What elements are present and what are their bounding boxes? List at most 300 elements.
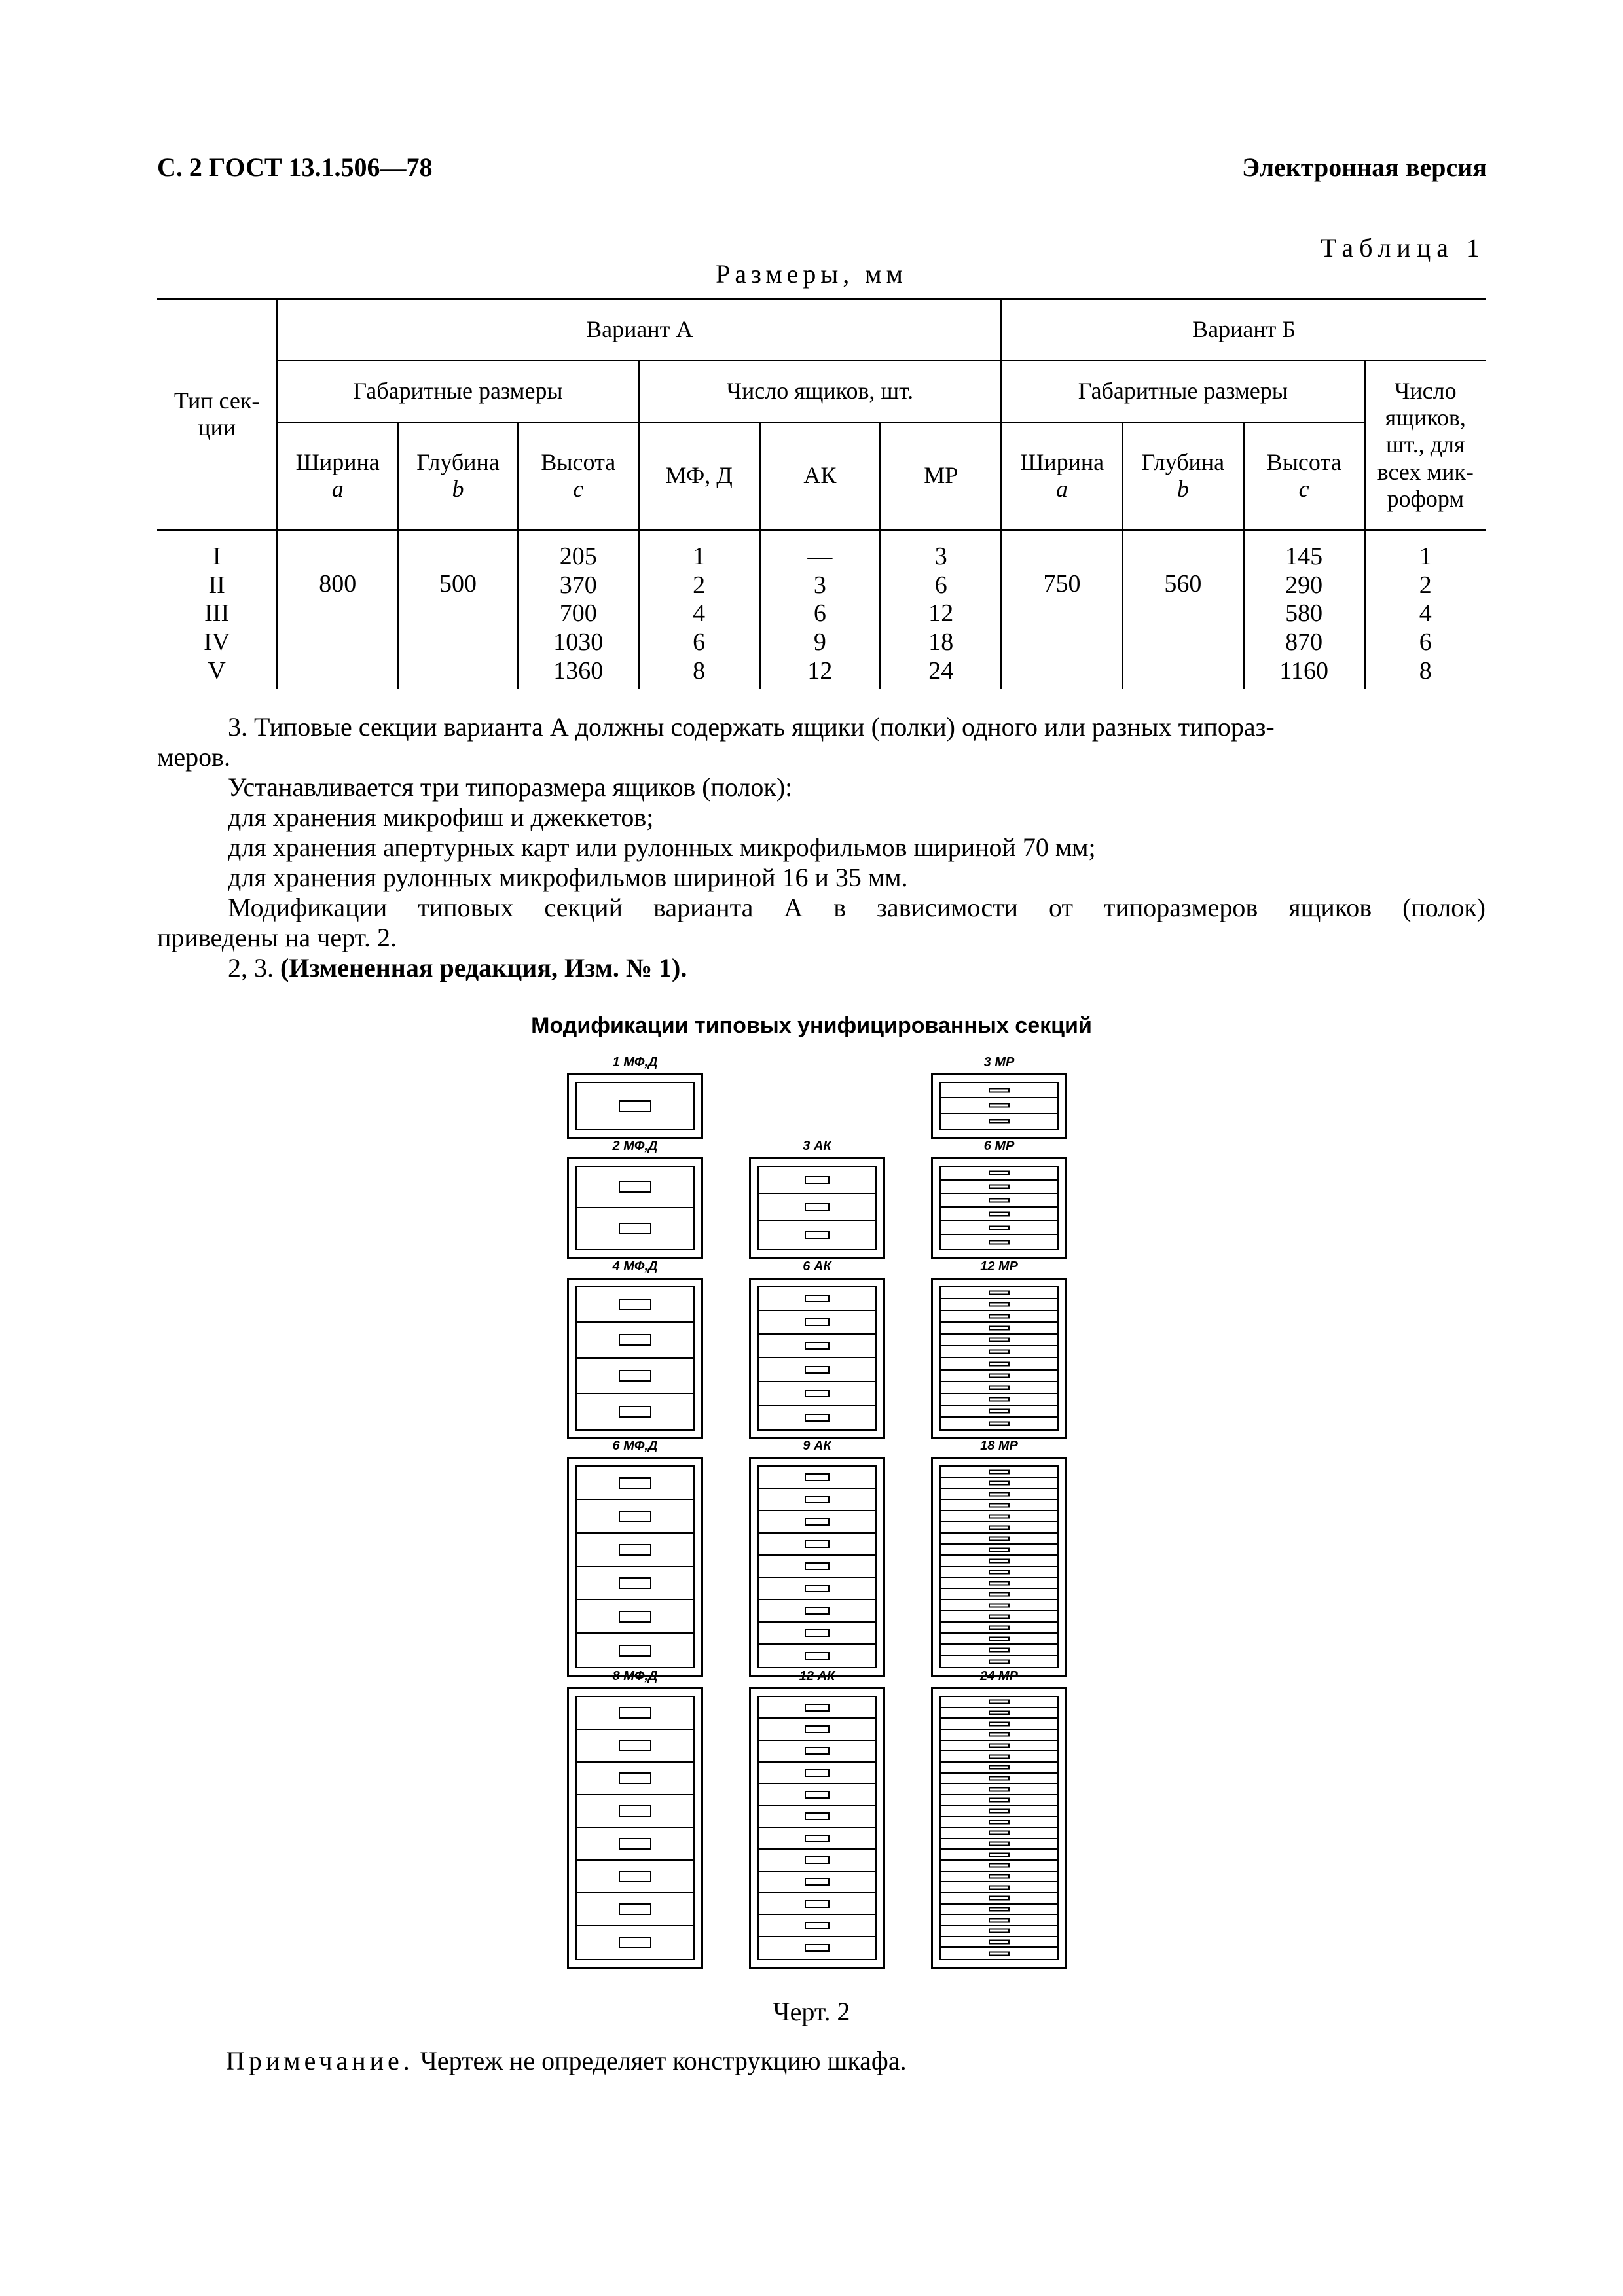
cabinet-label-mr6: 6 МР xyxy=(983,1139,1015,1153)
cabinet-ak12 xyxy=(749,1687,885,1969)
drawer xyxy=(577,1795,693,1828)
note: Примечание. Чертеж не определяет конструкцию шкафа. xyxy=(226,2046,907,2075)
a-width-cell: 800 xyxy=(278,530,398,690)
drawer-handle-icon xyxy=(805,1496,830,1503)
drawer xyxy=(941,1893,1057,1905)
drawer-handle-icon xyxy=(805,1518,830,1526)
drawer xyxy=(941,1905,1057,1916)
drawer-handle-icon xyxy=(989,1907,1010,1911)
drawer-handle-icon xyxy=(989,1240,1010,1244)
drawer-handle-icon xyxy=(805,1585,830,1592)
drawer xyxy=(759,1382,875,1406)
drawer xyxy=(941,1926,1057,1937)
drawer-handle-icon xyxy=(989,1918,1010,1922)
drawer-handle-icon xyxy=(989,1291,1010,1295)
b-height-header: Высота c xyxy=(1243,422,1364,530)
drawer xyxy=(941,1556,1057,1567)
drawer xyxy=(759,1287,875,1311)
drawer xyxy=(759,1467,875,1489)
drawer-handle-icon xyxy=(989,1570,1010,1574)
drawer-handle-icon xyxy=(619,1903,651,1915)
drawer-handle-icon xyxy=(989,1831,1010,1835)
drawer xyxy=(577,1730,693,1763)
drawer xyxy=(941,1708,1057,1719)
drawer-handle-icon xyxy=(805,1652,830,1660)
cabinet-frame xyxy=(939,1166,1059,1250)
drawer-handle-icon xyxy=(619,1370,651,1382)
drawer xyxy=(577,1467,693,1500)
drawer-handle-icon xyxy=(989,1119,1010,1124)
drawer-handle-icon xyxy=(989,1721,1010,1726)
cabinet-mf6 xyxy=(567,1457,703,1677)
drawer xyxy=(941,1311,1057,1323)
drawer-handle-icon xyxy=(805,1835,830,1842)
paragraph-size-3: для хранения рулонных микрофильмов шириной 16 и 35 мм. xyxy=(228,863,908,892)
drawer xyxy=(759,1556,875,1578)
a-height-header: Высота c xyxy=(518,422,638,530)
drawer-handle-icon xyxy=(989,1492,1010,1496)
drawer xyxy=(941,1774,1057,1785)
figure-caption: Черт. 2 xyxy=(773,1997,850,2026)
drawer xyxy=(941,1346,1057,1358)
drawer-handle-icon xyxy=(989,1787,1010,1791)
drawer-handle-icon xyxy=(989,1732,1010,1737)
drawer-handle-icon xyxy=(619,1937,651,1948)
drawer-handle-icon xyxy=(805,1725,830,1733)
cabinet-label-mr24: 24 МР xyxy=(980,1669,1018,1683)
drawer-handle-icon xyxy=(989,1408,1010,1413)
drawer-handle-icon xyxy=(619,1871,651,1882)
drawer xyxy=(941,1382,1057,1394)
drawer xyxy=(759,1194,875,1222)
b-count-header: Число ящиков, шт., для всех мик- роформ xyxy=(1364,361,1486,530)
drawer xyxy=(941,1083,1057,1098)
cabinet-label-mf4: 4 МФ,Д xyxy=(612,1259,658,1274)
drawer xyxy=(941,1719,1057,1730)
drawer-handle-icon xyxy=(989,1103,1010,1107)
drawer-handle-icon xyxy=(989,1710,1010,1715)
cabinet-label-ak9: 9 АК xyxy=(803,1439,831,1453)
drawer-handle-icon xyxy=(619,1707,651,1719)
drawer-handle-icon xyxy=(989,1326,1010,1331)
drawer xyxy=(941,1511,1057,1522)
cabinet-frame xyxy=(575,1082,695,1130)
paragraph-3: 3. Типовые секции варианта А должны содержать ящики (полки) одного или разных типораз- xyxy=(228,712,1275,742)
drawer xyxy=(941,1763,1057,1774)
drawer xyxy=(759,1623,875,1645)
drawer-handle-icon xyxy=(989,1185,1010,1189)
cabinet-label-ak12: 12 АК xyxy=(799,1669,835,1683)
drawer xyxy=(941,1589,1057,1600)
drawer-handle-icon xyxy=(989,1603,1010,1607)
paragraph-sizes: Устанавливается три типоразмера ящиков (полок): xyxy=(228,772,793,802)
drawer xyxy=(759,1806,875,1828)
drawer xyxy=(759,1828,875,1850)
drawer xyxy=(941,1394,1057,1406)
drawer xyxy=(941,1194,1057,1208)
drawer-handle-icon xyxy=(619,1740,651,1751)
drawer xyxy=(941,1795,1057,1806)
paragraph-size-1: для хранения микрофиш и джеккетов; xyxy=(228,802,654,832)
drawer-handle-icon xyxy=(805,1176,830,1184)
drawer-handle-icon xyxy=(989,1885,1010,1890)
drawer xyxy=(577,1600,693,1634)
drawer xyxy=(941,1567,1057,1578)
drawer-handle-icon xyxy=(989,1754,1010,1759)
paragraph-3-cont: меров. xyxy=(157,742,230,772)
drawer-handle-icon xyxy=(619,1805,651,1817)
b-width-cell: 750 xyxy=(1002,530,1123,690)
cabinet-label-mr3: 3 МР xyxy=(983,1055,1015,1069)
cabinet-frame xyxy=(575,1696,695,1960)
drawer-handle-icon xyxy=(805,1473,830,1481)
drawer xyxy=(759,1937,875,1959)
drawer-handle-icon xyxy=(989,1820,1010,1824)
drawer-handle-icon xyxy=(989,1659,1010,1664)
drawer-handle-icon xyxy=(989,1939,1010,1944)
drawer-handle-icon xyxy=(805,1318,830,1326)
cabinet-mf1 xyxy=(567,1073,703,1139)
cabinet-frame xyxy=(757,1286,877,1431)
drawer xyxy=(577,1893,693,1926)
a-depth-header: Глубина b xyxy=(398,422,519,530)
paragraph-mods: Модификации типовых секций варианта А в зависимости от типоразмеров ящиков (полок) xyxy=(228,893,1486,922)
drawer xyxy=(941,1948,1057,1959)
mr-header: МР xyxy=(881,422,1002,530)
drawer-handle-icon xyxy=(989,1798,1010,1803)
cabinet-frame xyxy=(757,1166,877,1250)
drawer-handle-icon xyxy=(805,1856,830,1864)
drawer xyxy=(941,1489,1057,1500)
drawer xyxy=(941,1817,1057,1828)
drawer xyxy=(759,1915,875,1937)
drawer-handle-icon xyxy=(989,1225,1010,1230)
drawer-handle-icon xyxy=(989,1700,1010,1704)
ak-cell: — 3 6 9 12 xyxy=(759,530,881,690)
drawer-handle-icon xyxy=(805,1562,830,1570)
drawer xyxy=(941,1500,1057,1511)
drawer-handle-icon xyxy=(989,1338,1010,1342)
drawer xyxy=(941,1915,1057,1926)
drawer-handle-icon xyxy=(805,1342,830,1350)
drawer-handle-icon xyxy=(989,1863,1010,1868)
drawer-handle-icon xyxy=(805,1231,830,1239)
drawer-handle-icon xyxy=(619,1645,651,1657)
drawer-handle-icon xyxy=(805,1366,830,1374)
cabinet-ak3 xyxy=(749,1157,885,1259)
cabinet-label-mr18: 18 МР xyxy=(980,1439,1018,1453)
drawer xyxy=(941,1235,1057,1249)
drawer xyxy=(941,1287,1057,1299)
drawer-handle-icon xyxy=(805,1295,830,1302)
drawer-handle-icon xyxy=(989,1302,1010,1307)
cabinet-mr12 xyxy=(931,1278,1067,1439)
a-dims-header: Габаритные размеры xyxy=(278,361,638,422)
drawer-handle-icon xyxy=(989,1614,1010,1619)
drawer xyxy=(941,1656,1057,1667)
drawer xyxy=(941,1335,1057,1346)
mf-cell: 1 2 4 6 8 xyxy=(638,530,759,690)
drawer-handle-icon xyxy=(989,1625,1010,1630)
a-width-header: Ширина a xyxy=(278,422,398,530)
a-height-cell: 205 370 700 1030 1360 xyxy=(518,530,638,690)
b-depth-header: Глубина b xyxy=(1122,422,1243,530)
drawer-handle-icon xyxy=(989,1480,1010,1485)
page-header-left: С. 2 ГОСТ 13.1.506—78 xyxy=(157,152,433,182)
drawer-handle-icon xyxy=(989,1765,1010,1770)
drawer-handle-icon xyxy=(989,1525,1010,1530)
variant-a-header: Вариант А xyxy=(278,299,1002,361)
cabinet-label-ak6: 6 АК xyxy=(803,1259,831,1274)
drawer-handle-icon xyxy=(619,1511,651,1522)
drawer xyxy=(941,1730,1057,1741)
drawer xyxy=(941,1578,1057,1589)
drawer xyxy=(941,1751,1057,1763)
drawer-handle-icon xyxy=(989,1852,1010,1857)
cabinet-mr24 xyxy=(931,1687,1067,1969)
drawer-handle-icon xyxy=(989,1171,1010,1175)
cabinet-mf8 xyxy=(567,1687,703,1969)
b-width-header: Ширина a xyxy=(1002,422,1123,530)
type-cell: I II III IV V xyxy=(204,543,230,685)
drawer xyxy=(941,1634,1057,1645)
drawer-handle-icon xyxy=(805,1414,830,1422)
drawer-handle-icon xyxy=(989,1088,1010,1092)
drawer-handle-icon xyxy=(619,1544,651,1556)
drawer-handle-icon xyxy=(989,1361,1010,1366)
drawer-handle-icon xyxy=(989,1951,1010,1956)
drawer xyxy=(577,1567,693,1600)
table-caption: Таблица 1 xyxy=(1320,233,1486,262)
cabinet-mr18 xyxy=(931,1457,1067,1677)
a-depth-cell: 500 xyxy=(398,530,519,690)
drawer xyxy=(577,1861,693,1893)
drawer xyxy=(759,1719,875,1740)
drawer-handle-icon xyxy=(805,1878,830,1886)
drawer-handle-icon xyxy=(989,1373,1010,1378)
dimensions-table xyxy=(157,298,1486,689)
drawer xyxy=(759,1359,875,1382)
drawer-handle-icon xyxy=(989,1211,1010,1216)
drawer-handle-icon xyxy=(619,1334,651,1346)
drawer-handle-icon xyxy=(989,1874,1010,1878)
drawer-handle-icon xyxy=(805,1203,830,1211)
drawer xyxy=(759,1872,875,1893)
cabinet-frame xyxy=(575,1465,695,1668)
drawer xyxy=(941,1167,1057,1181)
drawer xyxy=(941,1623,1057,1634)
drawer-handle-icon xyxy=(989,1469,1010,1474)
cabinet-frame xyxy=(757,1465,877,1668)
mr-cell: 3 6 12 18 24 xyxy=(881,530,1002,690)
cabinet-frame xyxy=(939,1286,1059,1431)
paragraph-size-2: для хранения апертурных карт или рулонных микрофильмов шириной 70 мм; xyxy=(228,833,1096,862)
drawer-handle-icon xyxy=(805,1607,830,1615)
drawer-handle-icon xyxy=(619,1772,651,1784)
drawer xyxy=(759,1697,875,1719)
drawer-handle-icon xyxy=(805,1540,830,1548)
drawer-handle-icon xyxy=(619,1611,651,1623)
drawer-handle-icon xyxy=(619,1477,651,1489)
drawer xyxy=(941,1467,1057,1478)
cabinet-frame xyxy=(575,1286,695,1431)
cabinet-frame xyxy=(575,1166,695,1250)
drawer xyxy=(759,1167,875,1194)
drawer xyxy=(941,1806,1057,1818)
drawer xyxy=(941,1741,1057,1752)
mf-header: МФ, Д xyxy=(638,422,759,530)
drawer xyxy=(941,1371,1057,1382)
cabinet-label-mf6: 6 МФ,Д xyxy=(612,1439,658,1453)
drawer xyxy=(941,1545,1057,1556)
drawer xyxy=(941,1181,1057,1194)
drawer xyxy=(759,1511,875,1534)
drawer xyxy=(941,1323,1057,1335)
ak-header: АК xyxy=(759,422,881,530)
drawer-handle-icon xyxy=(805,1747,830,1755)
drawer xyxy=(759,1893,875,1915)
drawer xyxy=(577,1763,693,1795)
drawer-handle-icon xyxy=(805,1390,830,1397)
drawer-handle-icon xyxy=(989,1421,1010,1426)
drawer xyxy=(941,1208,1057,1222)
drawer xyxy=(577,1926,693,1959)
drawer xyxy=(577,1500,693,1534)
cabinet-mr6 xyxy=(931,1157,1067,1259)
drawer-handle-icon xyxy=(619,1181,651,1193)
drawer-handle-icon xyxy=(619,1577,651,1589)
drawer xyxy=(759,1645,875,1667)
drawer xyxy=(941,1611,1057,1623)
cabinet-mf2 xyxy=(567,1157,703,1259)
drawer-handle-icon xyxy=(989,1808,1010,1813)
drawer xyxy=(759,1741,875,1763)
drawer xyxy=(941,1418,1057,1429)
drawer xyxy=(941,1114,1057,1129)
cabinet-frame xyxy=(939,1082,1059,1130)
drawer xyxy=(941,1937,1057,1948)
drawer xyxy=(577,1394,693,1429)
drawer-handle-icon xyxy=(619,1406,651,1418)
drawer xyxy=(941,1882,1057,1893)
cabinet-label-mf2: 2 МФ,Д xyxy=(612,1139,658,1153)
drawer xyxy=(759,1406,875,1429)
drawer-handle-icon xyxy=(989,1385,1010,1390)
drawer-handle-icon xyxy=(989,1896,1010,1901)
drawer xyxy=(577,1828,693,1861)
drawer-handle-icon xyxy=(989,1514,1010,1518)
drawer-handle-icon xyxy=(619,1299,651,1310)
drawer-handle-icon xyxy=(989,1592,1010,1596)
drawer-handle-icon xyxy=(989,1503,1010,1507)
drawer xyxy=(941,1872,1057,1883)
drawer xyxy=(759,1784,875,1806)
drawer-handle-icon xyxy=(989,1776,1010,1780)
drawer-handle-icon xyxy=(989,1841,1010,1846)
drawer-handle-icon xyxy=(989,1743,1010,1748)
drawer xyxy=(941,1697,1057,1708)
drawer xyxy=(759,1489,875,1511)
paragraph-amendment: 2, 3. (Измененная редакция, Изм. № 1). xyxy=(228,953,687,982)
drawer-handle-icon xyxy=(989,1581,1010,1585)
drawer xyxy=(577,1083,693,1129)
drawer-handle-icon xyxy=(989,1547,1010,1552)
cabinet-label-ak3: 3 АК xyxy=(803,1139,831,1153)
drawer-handle-icon xyxy=(989,1536,1010,1541)
drawer xyxy=(941,1478,1057,1489)
drawer xyxy=(941,1850,1057,1861)
table-units: Размеры, мм xyxy=(716,259,907,289)
b-height-cell: 145 290 580 870 1160 xyxy=(1243,530,1364,690)
drawer-handle-icon xyxy=(989,1397,1010,1401)
drawer-handle-icon xyxy=(989,1314,1010,1319)
drawer xyxy=(577,1323,693,1358)
drawer xyxy=(941,1828,1057,1839)
drawer-handle-icon xyxy=(989,1636,1010,1641)
cabinet-frame xyxy=(939,1465,1059,1668)
drawer xyxy=(941,1098,1057,1113)
drawer xyxy=(577,1697,693,1730)
drawer xyxy=(941,1534,1057,1545)
variant-b-header: Вариант Б xyxy=(1002,299,1486,361)
cabinet-label-mr12: 12 МР xyxy=(980,1259,1018,1274)
drawer-handle-icon xyxy=(805,1769,830,1777)
paragraph-mods-cont: приведены на черт. 2. xyxy=(157,923,397,952)
drawer xyxy=(759,1534,875,1556)
drawer-handle-icon xyxy=(805,1704,830,1712)
cabinet-ak6 xyxy=(749,1278,885,1439)
drawer xyxy=(759,1763,875,1784)
drawer xyxy=(577,1634,693,1667)
drawer xyxy=(941,1299,1057,1311)
b-count-cell: 1 2 4 6 8 xyxy=(1364,530,1486,690)
drawer-handle-icon xyxy=(805,1944,830,1952)
drawer-handle-icon xyxy=(805,1922,830,1929)
b-depth-cell: 560 xyxy=(1122,530,1243,690)
drawer xyxy=(577,1359,693,1394)
drawer-handle-icon xyxy=(989,1558,1010,1563)
b-dims-header: Габаритные размеры xyxy=(1002,361,1364,422)
drawer-handle-icon xyxy=(805,1812,830,1820)
drawer-handle-icon xyxy=(619,1223,651,1234)
drawer xyxy=(941,1221,1057,1235)
a-count-header: Число ящиков, шт. xyxy=(638,361,1001,422)
drawer-handle-icon xyxy=(805,1900,830,1908)
drawer xyxy=(941,1406,1057,1418)
drawer xyxy=(941,1645,1057,1656)
drawer-handle-icon xyxy=(989,1647,1010,1652)
drawer xyxy=(941,1784,1057,1795)
cabinet-frame xyxy=(757,1696,877,1960)
drawer xyxy=(759,1600,875,1623)
cabinet-mf4 xyxy=(567,1278,703,1439)
drawer-handle-icon xyxy=(989,1929,1010,1933)
drawer xyxy=(759,1221,875,1249)
drawer xyxy=(941,1600,1057,1611)
drawer-handle-icon xyxy=(619,1100,651,1112)
drawer xyxy=(577,1534,693,1567)
drawer xyxy=(941,1839,1057,1850)
drawer-handle-icon xyxy=(619,1838,651,1850)
cabinet-frame xyxy=(939,1696,1059,1960)
drawer-handle-icon xyxy=(805,1791,830,1799)
drawer xyxy=(759,1850,875,1871)
drawer xyxy=(577,1208,693,1249)
cabinet-label-mf1: 1 МФ,Д xyxy=(612,1055,658,1069)
figure-title: Модификации типовых унифицированных секций xyxy=(531,1013,1092,1038)
cabinet-ak9 xyxy=(749,1457,885,1677)
cabinet-label-mf8: 8 МФ,Д xyxy=(612,1669,658,1683)
